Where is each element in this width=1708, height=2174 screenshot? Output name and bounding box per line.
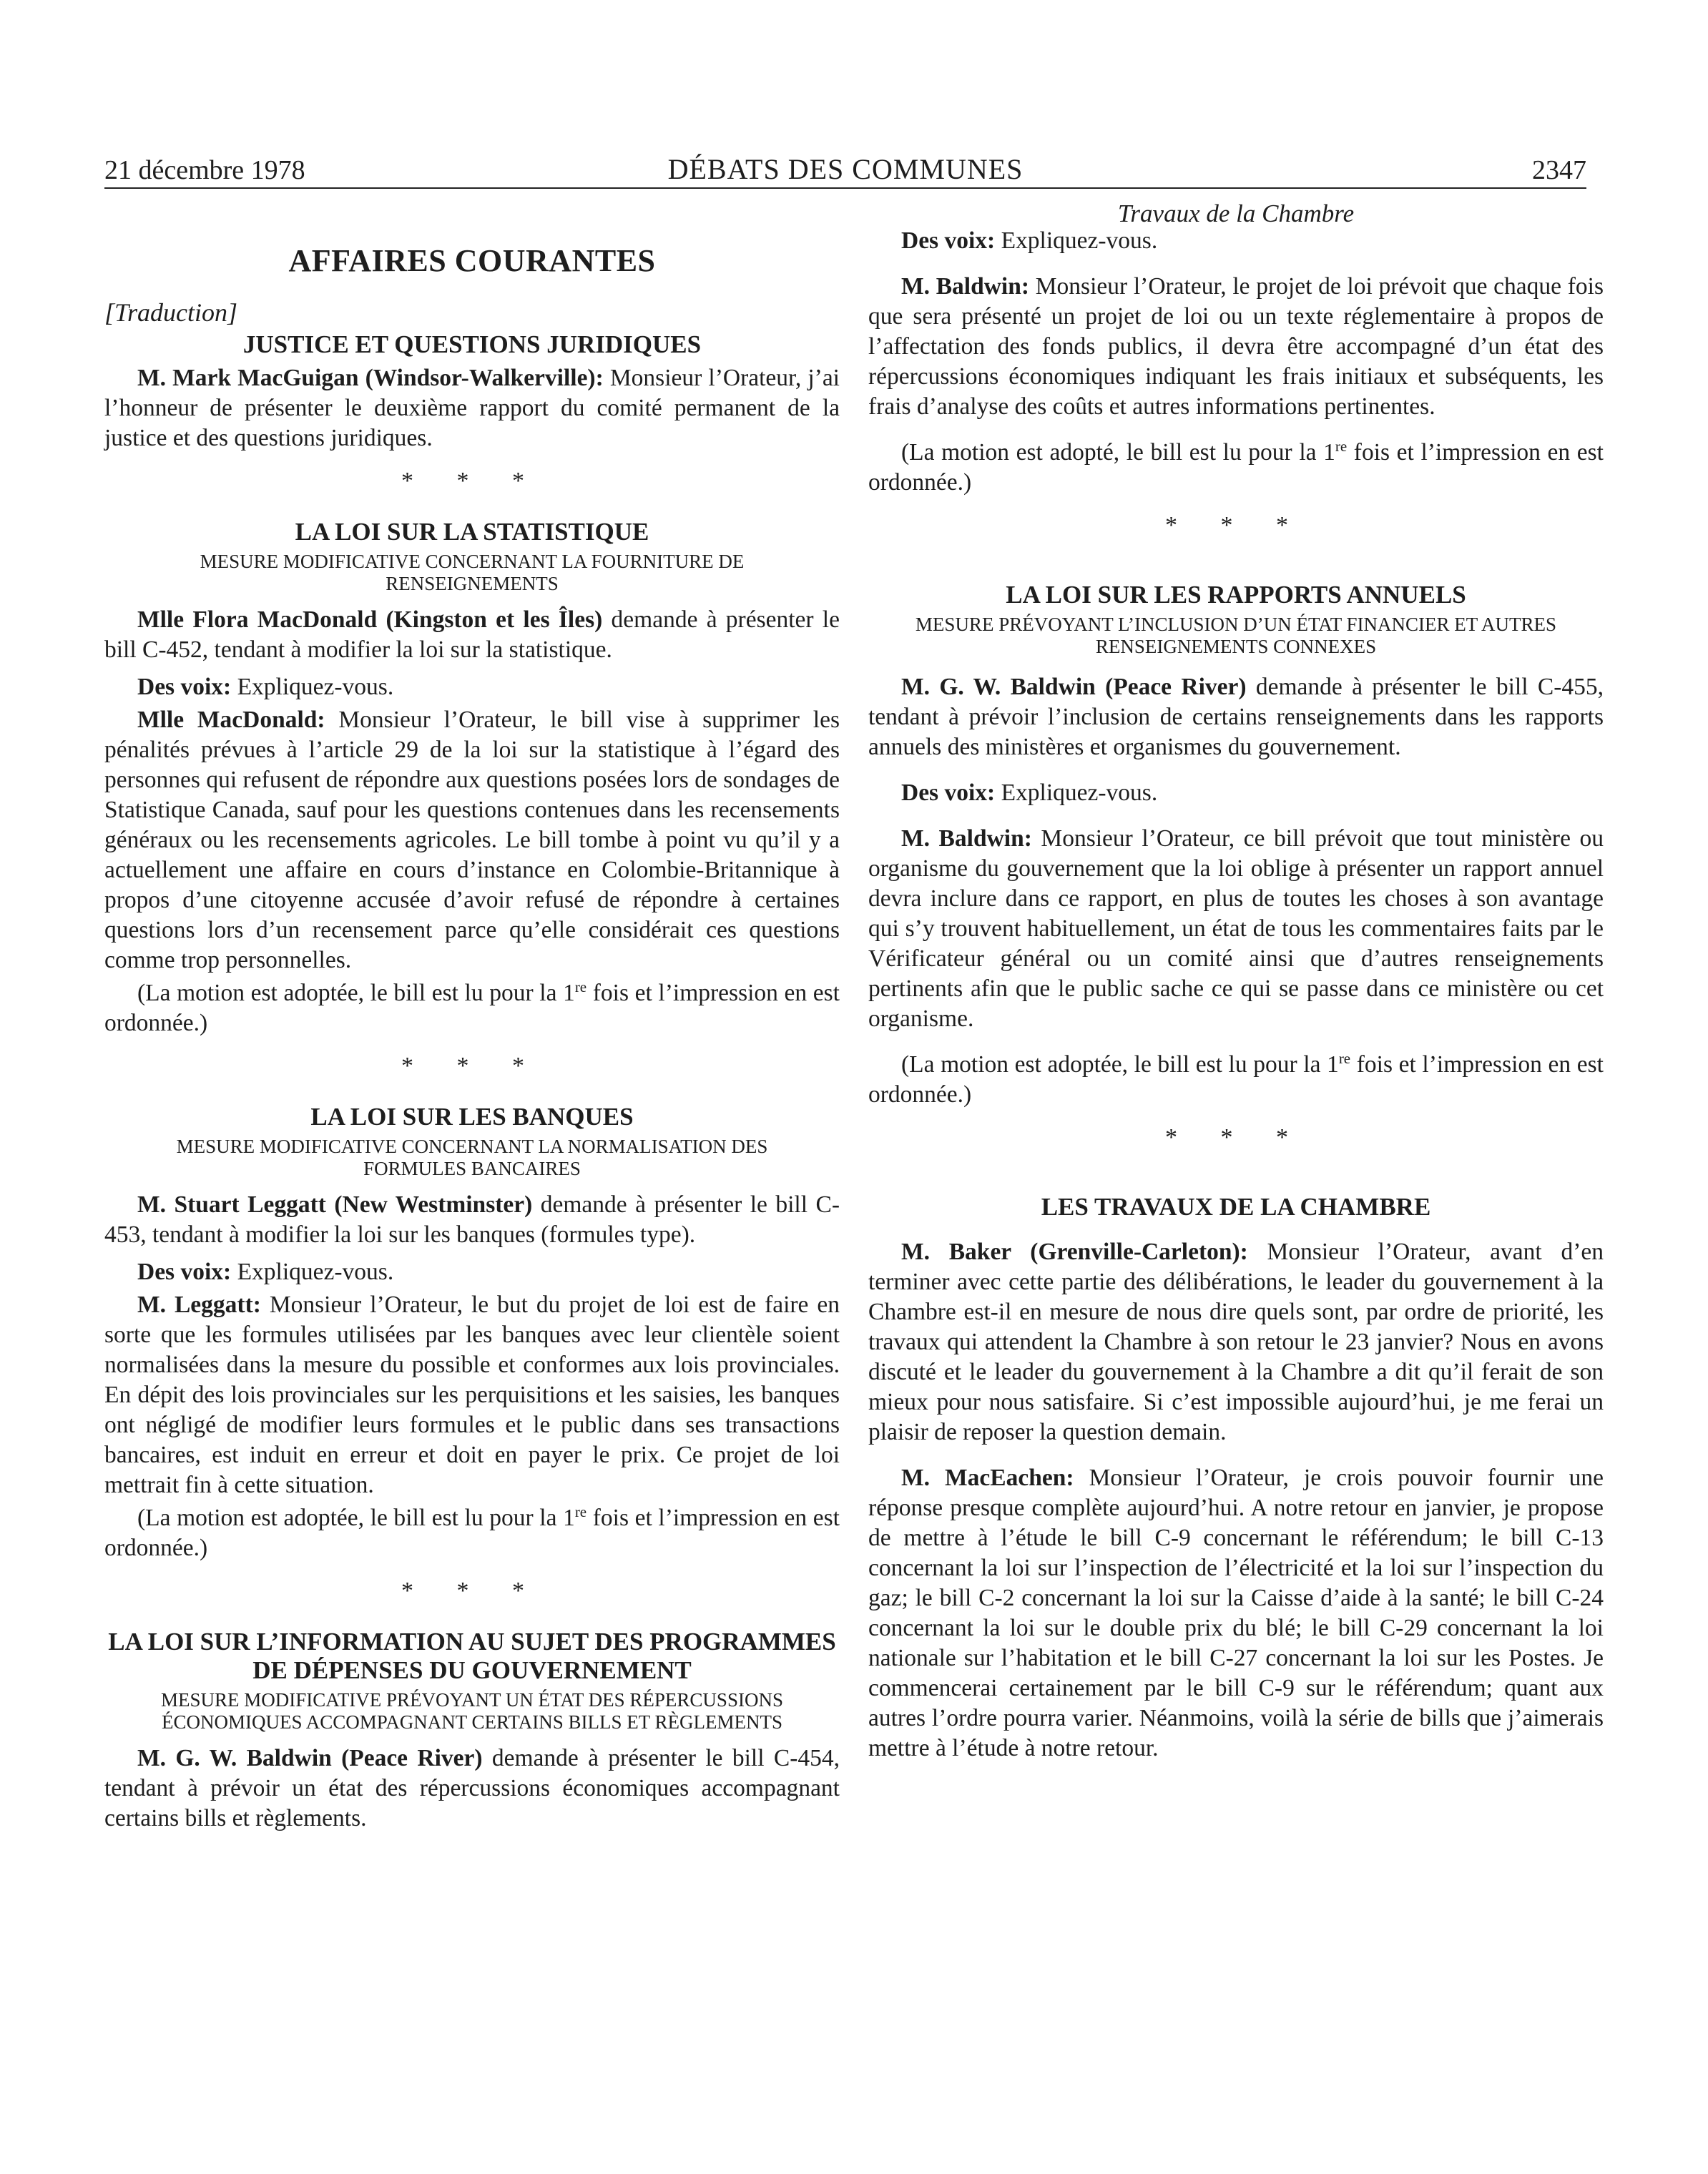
speaker-name: M. Stuart Leggatt (New Westminster) [137, 1191, 533, 1218]
speech-text: demande à présenter le bill C-452, tendant à modifier la loi sur la statistique. [104, 606, 840, 663]
header-page-number: 2347 [1532, 155, 1586, 185]
section-heading-justice: JUSTICE ET QUESTIONS JURIDIQUES [242, 330, 702, 358]
motion-text: (La motion est adoptée, le bill est lu pour la 1 [137, 980, 575, 1006]
speech-text: Monsieur l’Orateur, le but du projet de loi est de faire en sorte que les formules utilisées par les banques avec leur clientèle soient normalisées dans la mesure du possible et conformes aux lois provinciales. En dépit des lois provinciales sur les perquisitions et les saisies, les banques ont négligé de modifier leurs formules et le public dans ses transactions bancaires, est induit en erreur et doit en payer le prix. Ce projet de loi mettrait fin à cette situation. [104, 1292, 840, 1498]
paragraph [868, 272, 1604, 422]
speaker-name: Des voix: [137, 674, 232, 700]
speech-text: demande à présenter le bill C-453, tendant à modifier la loi sur les banques (formules type). [104, 1191, 840, 1248]
speech-text: demande à présenter le bill C-455, tendant à prévoir l’inclusion de certains renseignements dans les rapports annuels des ministères et organismes du gouvernement. [868, 674, 1604, 760]
section-heading-statistique: LA LOI SUR LA STATISTIQUE [295, 518, 649, 546]
section-separator: * * * [1165, 1124, 1307, 1151]
motion-text: (La motion est adopté, le bill est lu pour la 1 [901, 439, 1335, 466]
section-subheading: MESURE MODIFICATIVE CONCERNANT LA NORMALISATION DES FORMULES BANCAIRES [176, 1136, 768, 1179]
section-heading-rapports-annuels: LA LOI SUR LES RAPPORTS ANNUELS [1006, 581, 1466, 609]
motion-text: fois et l’impression en est ordonnée.) [104, 980, 840, 1036]
section-subheading: MESURE PRÉVOYANT L’INCLUSION D’UN ÉTAT FINANCIER ET AUTRES RENSEIGNEMENTS CONNEXES [915, 614, 1557, 657]
speaker-name: Des voix: [901, 779, 996, 806]
right-column [868, 200, 1604, 1771]
speech-text: Monsieur l’Orateur, je crois pouvoir fournir une réponse presque complète aujourd’hui. A notre retour en janvier, je propose de mettre à l’étude le bill C-9 concernant le référendum; le bill C-13 concernant la loi sur l’inspection de l’électricité et la loi sur l’inspection du gaz; le bill C-2 concernant la loi sur la Caisse d’aide à la santé; le bill C-24 concernant la loi sur le double prix du blé; le bill C-29 concernant la loi nationale sur l’habitation et le bill C-27 concernant la loi sur les Postes. Je commencerai certainement par le bill C-9 sur le référendum; quant aux autres l’ordre pourra varier. Néanmoins, voilà la série de bills que j’aimerais mettre à l’étude à notre retour. [868, 1465, 1604, 1761]
paragraph [104, 1190, 840, 1250]
header-rule [104, 187, 1586, 189]
paragraph [868, 1237, 1604, 1447]
paragraph [104, 363, 840, 453]
speech-text: demande à présenter le bill C-454, tendant à prévoir un état des répercussions économiques accompagnant certains bills et règlements. [104, 1745, 840, 1831]
paragraph [104, 1290, 840, 1500]
paragraph [868, 1463, 1604, 1764]
speech-text: Expliquez-vous. [231, 1259, 394, 1285]
motion-text: (La motion est adoptée, le bill est lu pour la 1 [137, 1505, 575, 1531]
section-heading-travaux-chambre: LES TRAVAUX DE LA CHAMBRE [1041, 1193, 1431, 1221]
motion-paragraph [104, 978, 840, 1038]
superscript: re [1335, 437, 1348, 455]
speech-text: Monsieur l’Orateur, ce bill prévoit que tout ministère ou organisme du gouvernement que la loi oblige à présenter un rapport annuel devra inclure dans ce rapport, en plus de toutes les choses à son avantage qui s’y trouvent habituellement, un état de tous les commentaires faits par le Vérificateur général ou un comité ainsi que d’autres renseignements pertinents afin que le public sache ce qui se passe dans ce ministère ou cet organisme. [868, 825, 1604, 1032]
speaker-name: Des voix: [137, 1259, 232, 1285]
header-date: 21 décembre 1978 [104, 155, 305, 185]
speaker-name: Mlle Flora MacDonald (Kingston et les Îles) [137, 606, 603, 633]
motion-text: fois et l’impression en est ordonnée.) [868, 1051, 1604, 1108]
motion-text: (La motion est adoptée, le bill est lu pour la 1 [901, 1051, 1339, 1078]
paragraph [868, 778, 1604, 808]
paragraph [868, 672, 1604, 762]
paragraph [104, 705, 840, 975]
speech-text: Monsieur l’Orateur, le bill vise à supprimer les pénalités prévues à l’article 29 de la loi sur la statistique à l’égard des personnes qui refusent de répondre aux questions posées lors de sondages de Statistique Canada, sauf pour les questions contenues dans les recensements généraux ou les recensements agricoles. Le bill tombe à point vu qu’il y a actuellement une affaire en cours d’instance en Colombie-Britannique à propos d’une citoyenne accusée d’avoir refusé de répondre à certaines questions lors d’un recensement parce qu’elle considérait ces questions comme trop personnelles. [104, 707, 840, 973]
speech-text: Expliquez-vous. [995, 227, 1158, 254]
speech-text: Monsieur l’Orateur, le projet de loi prévoit que chaque fois que sera présenté un projet de loi ou un texte réglementaire à propos de l’affectation des fonds publics, il devra être accompagné d’un état des répercussions économiques indiquant les frais initiaux et subséquents, les frais d’analyse des coûts et autres informations pertinentes. [868, 273, 1604, 420]
traduction-note: [Traduction] [104, 298, 238, 327]
page-header [104, 146, 1586, 186]
speaker-name: M. Baldwin: [901, 273, 1030, 300]
motion-text: fois et l’impression en est ordonnée.) [104, 1505, 840, 1561]
speaker-name: Mlle MacDonald: [137, 707, 325, 733]
speech-text: Monsieur l’Orateur, avant d’en terminer avec cette partie des délibérations, le leader du gouvernement à la Chambre est-il en mesure de nous dire quels sont, par ordre de priorité, les travaux qui attendent la Chambre à son retour le 23 janvier? Nous en avons discuté et le leader du gouvernement à la Chambre a dit qu’il ferait de son mieux pour nous satisfaire. Si c’est impossible aujourd’hui, je me ferai un plaisir de reposer la question demain. [868, 1239, 1604, 1445]
superscript: re [574, 978, 587, 995]
speaker-name: M. MacEachen: [901, 1465, 1074, 1491]
paragraph [868, 226, 1604, 256]
paragraph [104, 1743, 840, 1834]
speaker-name: M. G. W. Baldwin (Peace River) [137, 1745, 483, 1771]
paragraph [104, 605, 840, 665]
section-separator: * * * [401, 468, 543, 494]
speaker-name: M. Mark MacGuigan (Windsor-Walkerville): [137, 365, 604, 391]
speaker-name: M. Baker (Grenville-Carleton): [901, 1239, 1248, 1265]
paragraph [104, 1257, 840, 1287]
section-separator: * * * [401, 1578, 543, 1604]
speaker-name: M. Baldwin: [901, 825, 1032, 852]
motion-text: fois et l’impression en est ordonnée.) [868, 439, 1604, 496]
section-subheading: MESURE MODIFICATIVE PRÉVOYANT UN ÉTAT DES RÉPERCUSSIONS ÉCONOMIQUES ACCOMPAGNANT CERTAINS BILLS ET RÈGLEMENTS [161, 1689, 783, 1733]
header-journal-title: DÉBATS DES COMMUNES [667, 153, 1024, 185]
column-running-header: Travaux de la Chambre [1117, 200, 1355, 227]
paragraph [868, 824, 1604, 1034]
speech-text: Monsieur l’Orateur, j’ai l’honneur de présenter le deuxième rapport du comité permanent de la justice et des questions juridiques. [104, 365, 840, 451]
paragraph [104, 672, 840, 702]
section-heading-banques: LA LOI SUR LES BANQUES [310, 1103, 634, 1131]
section-separator: * * * [401, 1053, 543, 1079]
speaker-name: Des voix: [901, 227, 996, 254]
superscript: re [574, 1502, 587, 1520]
section-separator: * * * [1165, 512, 1307, 538]
speech-text: Expliquez-vous. [995, 779, 1158, 806]
speech-text: Expliquez-vous. [231, 674, 394, 700]
section-heading-information-depenses: LA LOI SUR L’INFORMATION AU SUJET DES PROGRAMMES DE DÉPENSES DU GOUVERNEMENT [108, 1628, 836, 1684]
motion-paragraph [868, 1050, 1604, 1110]
speaker-name: M. G. W. Baldwin (Peace River) [901, 674, 1247, 700]
motion-paragraph [868, 438, 1604, 498]
main-title: AFFAIRES COURANTES [288, 243, 656, 278]
speaker-name: M. Leggatt: [137, 1292, 261, 1318]
left-column [104, 200, 840, 1841]
superscript: re [1338, 1049, 1351, 1067]
motion-paragraph [104, 1503, 840, 1563]
section-subheading: MESURE MODIFICATIVE CONCERNANT LA FOURNITURE DE RENSEIGNEMENTS [200, 551, 745, 594]
